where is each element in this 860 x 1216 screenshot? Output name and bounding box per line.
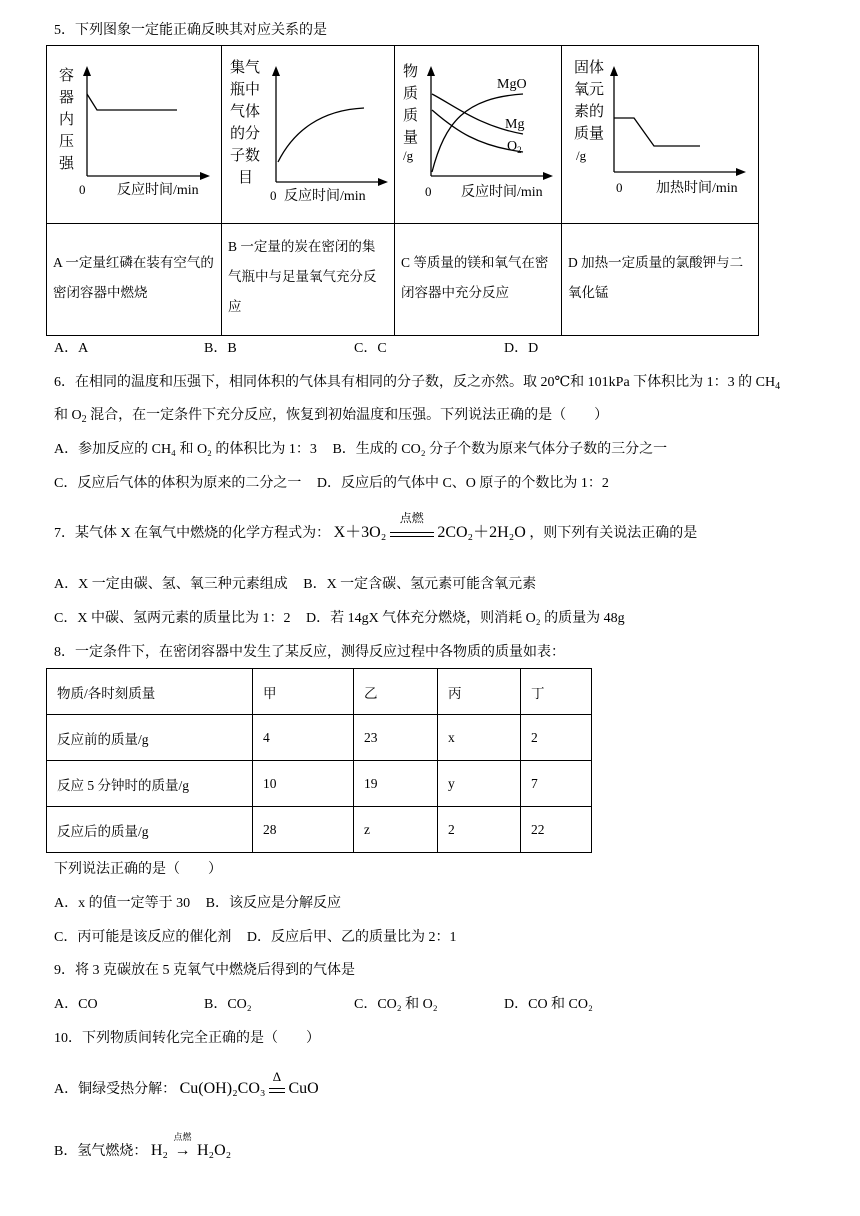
- table-cell: y: [438, 761, 521, 807]
- graph-b-curve: [278, 108, 364, 162]
- q7-stem: 7．某气体 X 在氧气中燃烧的化学方程式为： X＋3O₂ 点燃 2CO₂＋2H₂O ，则下列有关说法正确的是: [54, 511, 698, 541]
- q8-option-d[interactable]: D．反应后甲、乙的质量比为 2：1: [246, 930, 457, 945]
- graph-a-ylabel-3: 内: [59, 112, 75, 128]
- graph-d-origin: 0: [616, 180, 623, 195]
- graph-b: [222, 46, 394, 218]
- graph-b-ylabel-4: 的分: [230, 126, 261, 142]
- table-cell: 反应 5 分钟时的质量/g: [47, 761, 253, 807]
- graph-b-ylabel-5: 子数: [230, 148, 261, 164]
- q8-prompt: 下列说法正确的是（ ）: [54, 862, 222, 877]
- graph-b-ylabel-2: 瓶中: [230, 82, 261, 98]
- table-cell: 7: [521, 761, 592, 807]
- graph-b-cell: [222, 46, 395, 224]
- q10-option-b[interactable]: B．氢气燃烧： H₂ 点燃 → H₂O₂: [54, 1142, 231, 1161]
- graph-c-xlabel: 反应时间/min: [461, 185, 543, 200]
- graph-c-curve-mgo: [432, 94, 523, 172]
- graph-a-xlabel: 反应时间/min: [117, 183, 199, 198]
- q6-options-row2: [54, 475, 609, 493]
- q7-equation-right: 2CO₂＋2H₂O: [437, 524, 526, 541]
- q5-graph-table: [46, 45, 759, 336]
- q7-equation-equals: [390, 532, 434, 537]
- caption-a-cell: [47, 224, 222, 336]
- q9-option-c[interactable]: C．CO₂ 和 O₂: [354, 997, 438, 1012]
- graph-d-curve: [614, 118, 700, 146]
- caption-b-cell: [222, 224, 395, 336]
- graph-b-ylabel-6: 目: [238, 170, 254, 186]
- table-cell: 物质/各时刻质量: [47, 669, 253, 715]
- q10-b-reactant: H₂: [150, 1142, 168, 1159]
- table-cell: z: [354, 807, 438, 853]
- graph-d-ylabel-3: 素的: [574, 104, 605, 120]
- graph-b-xlabel: 反应时间/min: [284, 189, 366, 204]
- q5-option-d[interactable]: D．D: [504, 341, 539, 356]
- table-cell: 反应后的质量/g: [47, 807, 253, 853]
- q6-options-row1: [54, 441, 667, 459]
- graph-d-cell: [562, 46, 759, 224]
- graph-c-label-mgo: MgO: [497, 77, 527, 92]
- graph-a-curve: [87, 94, 177, 110]
- q10-b-arrow: [171, 1132, 193, 1161]
- q10-b-product: H₂O₂: [196, 1142, 232, 1159]
- graph-c-label-o2: $O_2$: [507, 139, 522, 155]
- graph-a-ylabel-1: 容: [59, 68, 75, 84]
- graph-b-ylabel-3: 气体: [230, 104, 261, 120]
- table-cell: 4: [253, 715, 354, 761]
- graph-c-ylabel-5: /g: [403, 148, 414, 163]
- graph-a-origin: 0: [79, 182, 86, 197]
- caption-d: D 加热一定质量的氯酸钾与二氧化锰: [568, 255, 744, 300]
- graph-c-ylabel-1: 物: [403, 64, 419, 80]
- table-cell: 23: [354, 715, 438, 761]
- q8-option-c[interactable]: C．丙可能是该反应的催化剂: [54, 930, 232, 945]
- graph-d-ylabel-4: 质量: [574, 126, 605, 142]
- table-cell: 22: [521, 807, 592, 853]
- table-row: [47, 669, 592, 715]
- graph-d-ylabel-1: 固体: [574, 60, 605, 76]
- graph-c-ylabel-3: 质: [403, 108, 419, 124]
- q7-options-row1: [54, 576, 536, 594]
- q5-stem: 5．下列图象一定能正确反映其对应关系的是: [54, 23, 327, 38]
- q6-option-b[interactable]: B．生成的 CO₂ 分子个数为原来气体分子数的三分之一: [332, 442, 668, 457]
- q9-option-b[interactable]: B．CO₂: [204, 997, 252, 1012]
- q10-a-product: CuO: [288, 1080, 319, 1097]
- table-cell: 甲: [253, 669, 354, 715]
- graph-d-xlabel: 加热时间/min: [656, 181, 738, 196]
- q9-option-a[interactable]: A．CO: [54, 997, 98, 1012]
- q10-a-sign: [269, 1069, 285, 1093]
- table-cell: x: [438, 715, 521, 761]
- q10-b-condition: 点燃: [173, 1132, 192, 1142]
- table-cell: 丁: [521, 669, 592, 715]
- graph-b-ylabel-1: 集气: [230, 60, 261, 76]
- q8-mass-table: [46, 668, 592, 853]
- graph-c-label-mg: Mg: [505, 117, 525, 132]
- graph-c-cell: [395, 46, 562, 224]
- graph-c-ylabel-4: 量: [403, 130, 419, 146]
- caption-b: B 一定量的炭在密闭的集气瓶中与足量氧气充分反应: [228, 239, 377, 314]
- q6-stem-line1: 6．在相同的温度和压强下，相同体积的气体具有相同的分子数，反之亦然。取 20℃和 101kPa 下体积比为 1：3 的 $CH_4$: [54, 375, 781, 392]
- caption-a: A 一定量红磷在装有空气的密闭容器中燃烧: [53, 255, 214, 300]
- caption-d-cell: [562, 224, 759, 336]
- q7-option-d[interactable]: D．若 14gX 气体充分燃烧，则消耗 O₂ 的质量为 48g: [305, 611, 625, 626]
- table-cell: 反应前的质量/g: [47, 715, 253, 761]
- table-cell: 乙: [354, 669, 438, 715]
- table-cell: 10: [253, 761, 354, 807]
- q8-option-b[interactable]: B．该反应是分解反应: [205, 896, 341, 911]
- table-row: [47, 761, 592, 807]
- q7-option-b[interactable]: B．X 一定含碳、氢元素可能含氧元素: [303, 577, 537, 592]
- arrow-right-icon: →: [174, 1142, 191, 1159]
- graph-a: [47, 46, 221, 218]
- table-row: [47, 715, 592, 761]
- q5-option-b[interactable]: B．B: [204, 341, 237, 356]
- q10-a-reactant: Cu(OH)₂CO₃: [179, 1080, 266, 1097]
- graph-a-ylabel-5: 强: [59, 156, 75, 172]
- caption-c: C 等质量的镁和氧气在密闭容器中充分反应: [401, 255, 549, 300]
- table-cell: 28: [253, 807, 354, 853]
- q5-option-a[interactable]: A．A: [54, 341, 89, 356]
- q8-options-row1: [54, 895, 341, 913]
- q7-equation-condition: 点燃: [399, 511, 424, 525]
- q7-options-row2: [54, 610, 625, 628]
- q8-option-a[interactable]: A．x 的值一定等于 30: [54, 896, 191, 911]
- q10-a-equals: [269, 1088, 285, 1093]
- q10-option-a[interactable]: A．铜绿受热分解： Cu(OH)₂CO₃ Δ CuO: [54, 1069, 319, 1097]
- q7-option-c[interactable]: C．X 中碳、氢两元素的质量比为 1：2: [54, 611, 291, 626]
- q10-stem: 10．下列物质间转化完全正确的是（ ）: [54, 1031, 320, 1046]
- graph-a-ylabel-2: 器: [59, 90, 75, 106]
- q10-a-condition: Δ: [272, 1069, 282, 1084]
- caption-c-cell: [395, 224, 562, 336]
- table-cell: 2: [438, 807, 521, 853]
- graph-a-cell: [47, 46, 222, 224]
- graph-d-ylabel-2: 氧元: [574, 82, 605, 98]
- q6-option-c[interactable]: C．反应后气体的体积为原来的二分之一: [54, 476, 302, 491]
- table-row: [47, 807, 592, 853]
- graph-c-origin: 0: [425, 184, 432, 199]
- graph-a-ylabel-4: 压: [59, 134, 75, 150]
- q9-option-d[interactable]: D．CO 和 CO₂: [504, 997, 593, 1012]
- q9-stem: 9．将 3 克碳放在 5 克氧气中燃烧后得到的气体是: [54, 963, 355, 978]
- q6-option-d[interactable]: D．反应后的气体中 C、O 原子的个数比为 1：2: [316, 476, 609, 491]
- q8-stem: 8．一定条件下，在密闭容器中发生了某反应，测得反应过程中各物质的质量如表：: [54, 645, 565, 660]
- table-cell: 丙: [438, 669, 521, 715]
- q7-option-a[interactable]: A．X 一定由碳、氢、氧三种元素组成: [54, 577, 288, 592]
- graph-b-origin: 0: [270, 188, 277, 203]
- q6-stem-line2: 和 $O_2$ 混合，在一定条件下充分反应，恢复到初始温度和压强。下列说法正确的是（ ）: [54, 408, 609, 425]
- graph-d-ylabel-5: /g: [576, 148, 587, 163]
- q8-options-row2: [54, 929, 456, 947]
- graph-c-ylabel-2: 质: [403, 86, 419, 102]
- q7-equation-sign: [390, 511, 434, 537]
- q7-equation-left: X＋3O₂: [333, 524, 387, 541]
- table-cell: 19: [354, 761, 438, 807]
- q6-option-a[interactable]: A．参加反应的 CH₄ 和 O₂ 的体积比为 1：3: [54, 442, 317, 457]
- graph-c: [395, 46, 561, 218]
- graph-d: [562, 46, 758, 218]
- q5-option-c[interactable]: C．C: [354, 341, 387, 356]
- table-cell: 2: [521, 715, 592, 761]
